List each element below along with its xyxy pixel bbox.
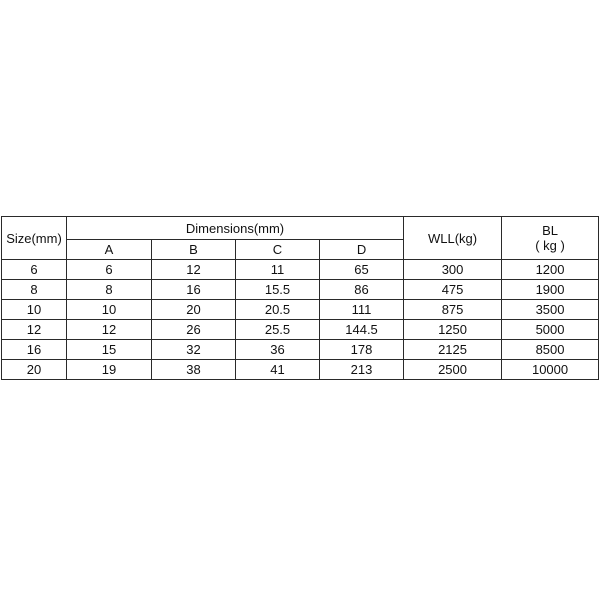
dimension-a-cell: 10 [67, 300, 152, 320]
header-row-top [2, 217, 599, 240]
bl-cell: 5000 [502, 320, 599, 340]
wll-cell: 300 [404, 260, 502, 280]
table-body [2, 260, 599, 380]
dimension-b-cell: 20 [152, 300, 236, 320]
bl-cell: 3500 [502, 300, 599, 320]
dimension-d-header: D [320, 240, 404, 260]
bl-cell: 10000 [502, 360, 599, 380]
table-row [2, 260, 599, 280]
table-row [2, 360, 599, 380]
dimension-c-cell: 20.5 [236, 300, 320, 320]
table-row [2, 280, 599, 300]
dimension-d-cell: 213 [320, 360, 404, 380]
dimension-d-cell: 65 [320, 260, 404, 280]
dimension-d-cell: 86 [320, 280, 404, 300]
dimension-a-header: A [67, 240, 152, 260]
dimension-b-cell: 38 [152, 360, 236, 380]
bl-cell: 1900 [502, 280, 599, 300]
spec-table [1, 216, 599, 380]
bl-header [502, 217, 599, 260]
dimension-c-cell: 15.5 [236, 280, 320, 300]
wll-cell: 2125 [404, 340, 502, 360]
dimension-a-cell: 19 [67, 360, 152, 380]
size-cell: 10 [2, 300, 67, 320]
dimension-a-cell: 15 [67, 340, 152, 360]
dimension-b-cell: 26 [152, 320, 236, 340]
wll-cell: 1250 [404, 320, 502, 340]
dimension-d-cell: 178 [320, 340, 404, 360]
bl-header-label: BL [542, 223, 558, 238]
bl-cell: 8500 [502, 340, 599, 360]
table-row [2, 340, 599, 360]
bl-header-unit: ( kg ) [535, 238, 565, 253]
dimension-c-cell: 25.5 [236, 320, 320, 340]
dimension-a-cell: 6 [67, 260, 152, 280]
wll-cell: 2500 [404, 360, 502, 380]
dimension-a-cell: 8 [67, 280, 152, 300]
size-cell: 8 [2, 280, 67, 300]
wll-header: WLL(kg) [404, 217, 502, 260]
dimension-b-header: B [152, 240, 236, 260]
dimension-b-cell: 12 [152, 260, 236, 280]
wll-cell: 875 [404, 300, 502, 320]
dimension-c-header: C [236, 240, 320, 260]
dimension-d-cell: 111 [320, 300, 404, 320]
table-row [2, 300, 599, 320]
dimension-a-cell: 12 [67, 320, 152, 340]
size-cell: 20 [2, 360, 67, 380]
dimension-b-cell: 32 [152, 340, 236, 360]
dimension-c-cell: 11 [236, 260, 320, 280]
bl-cell: 1200 [502, 260, 599, 280]
dimension-c-cell: 36 [236, 340, 320, 360]
size-cell: 16 [2, 340, 67, 360]
dimensions-header: Dimensions(mm) [67, 217, 404, 240]
size-cell: 6 [2, 260, 67, 280]
wll-cell: 475 [404, 280, 502, 300]
table-row [2, 320, 599, 340]
dimension-d-cell: 144.5 [320, 320, 404, 340]
dimension-c-cell: 41 [236, 360, 320, 380]
size-header: Size(mm) [2, 217, 67, 260]
size-cell: 12 [2, 320, 67, 340]
dimension-b-cell: 16 [152, 280, 236, 300]
